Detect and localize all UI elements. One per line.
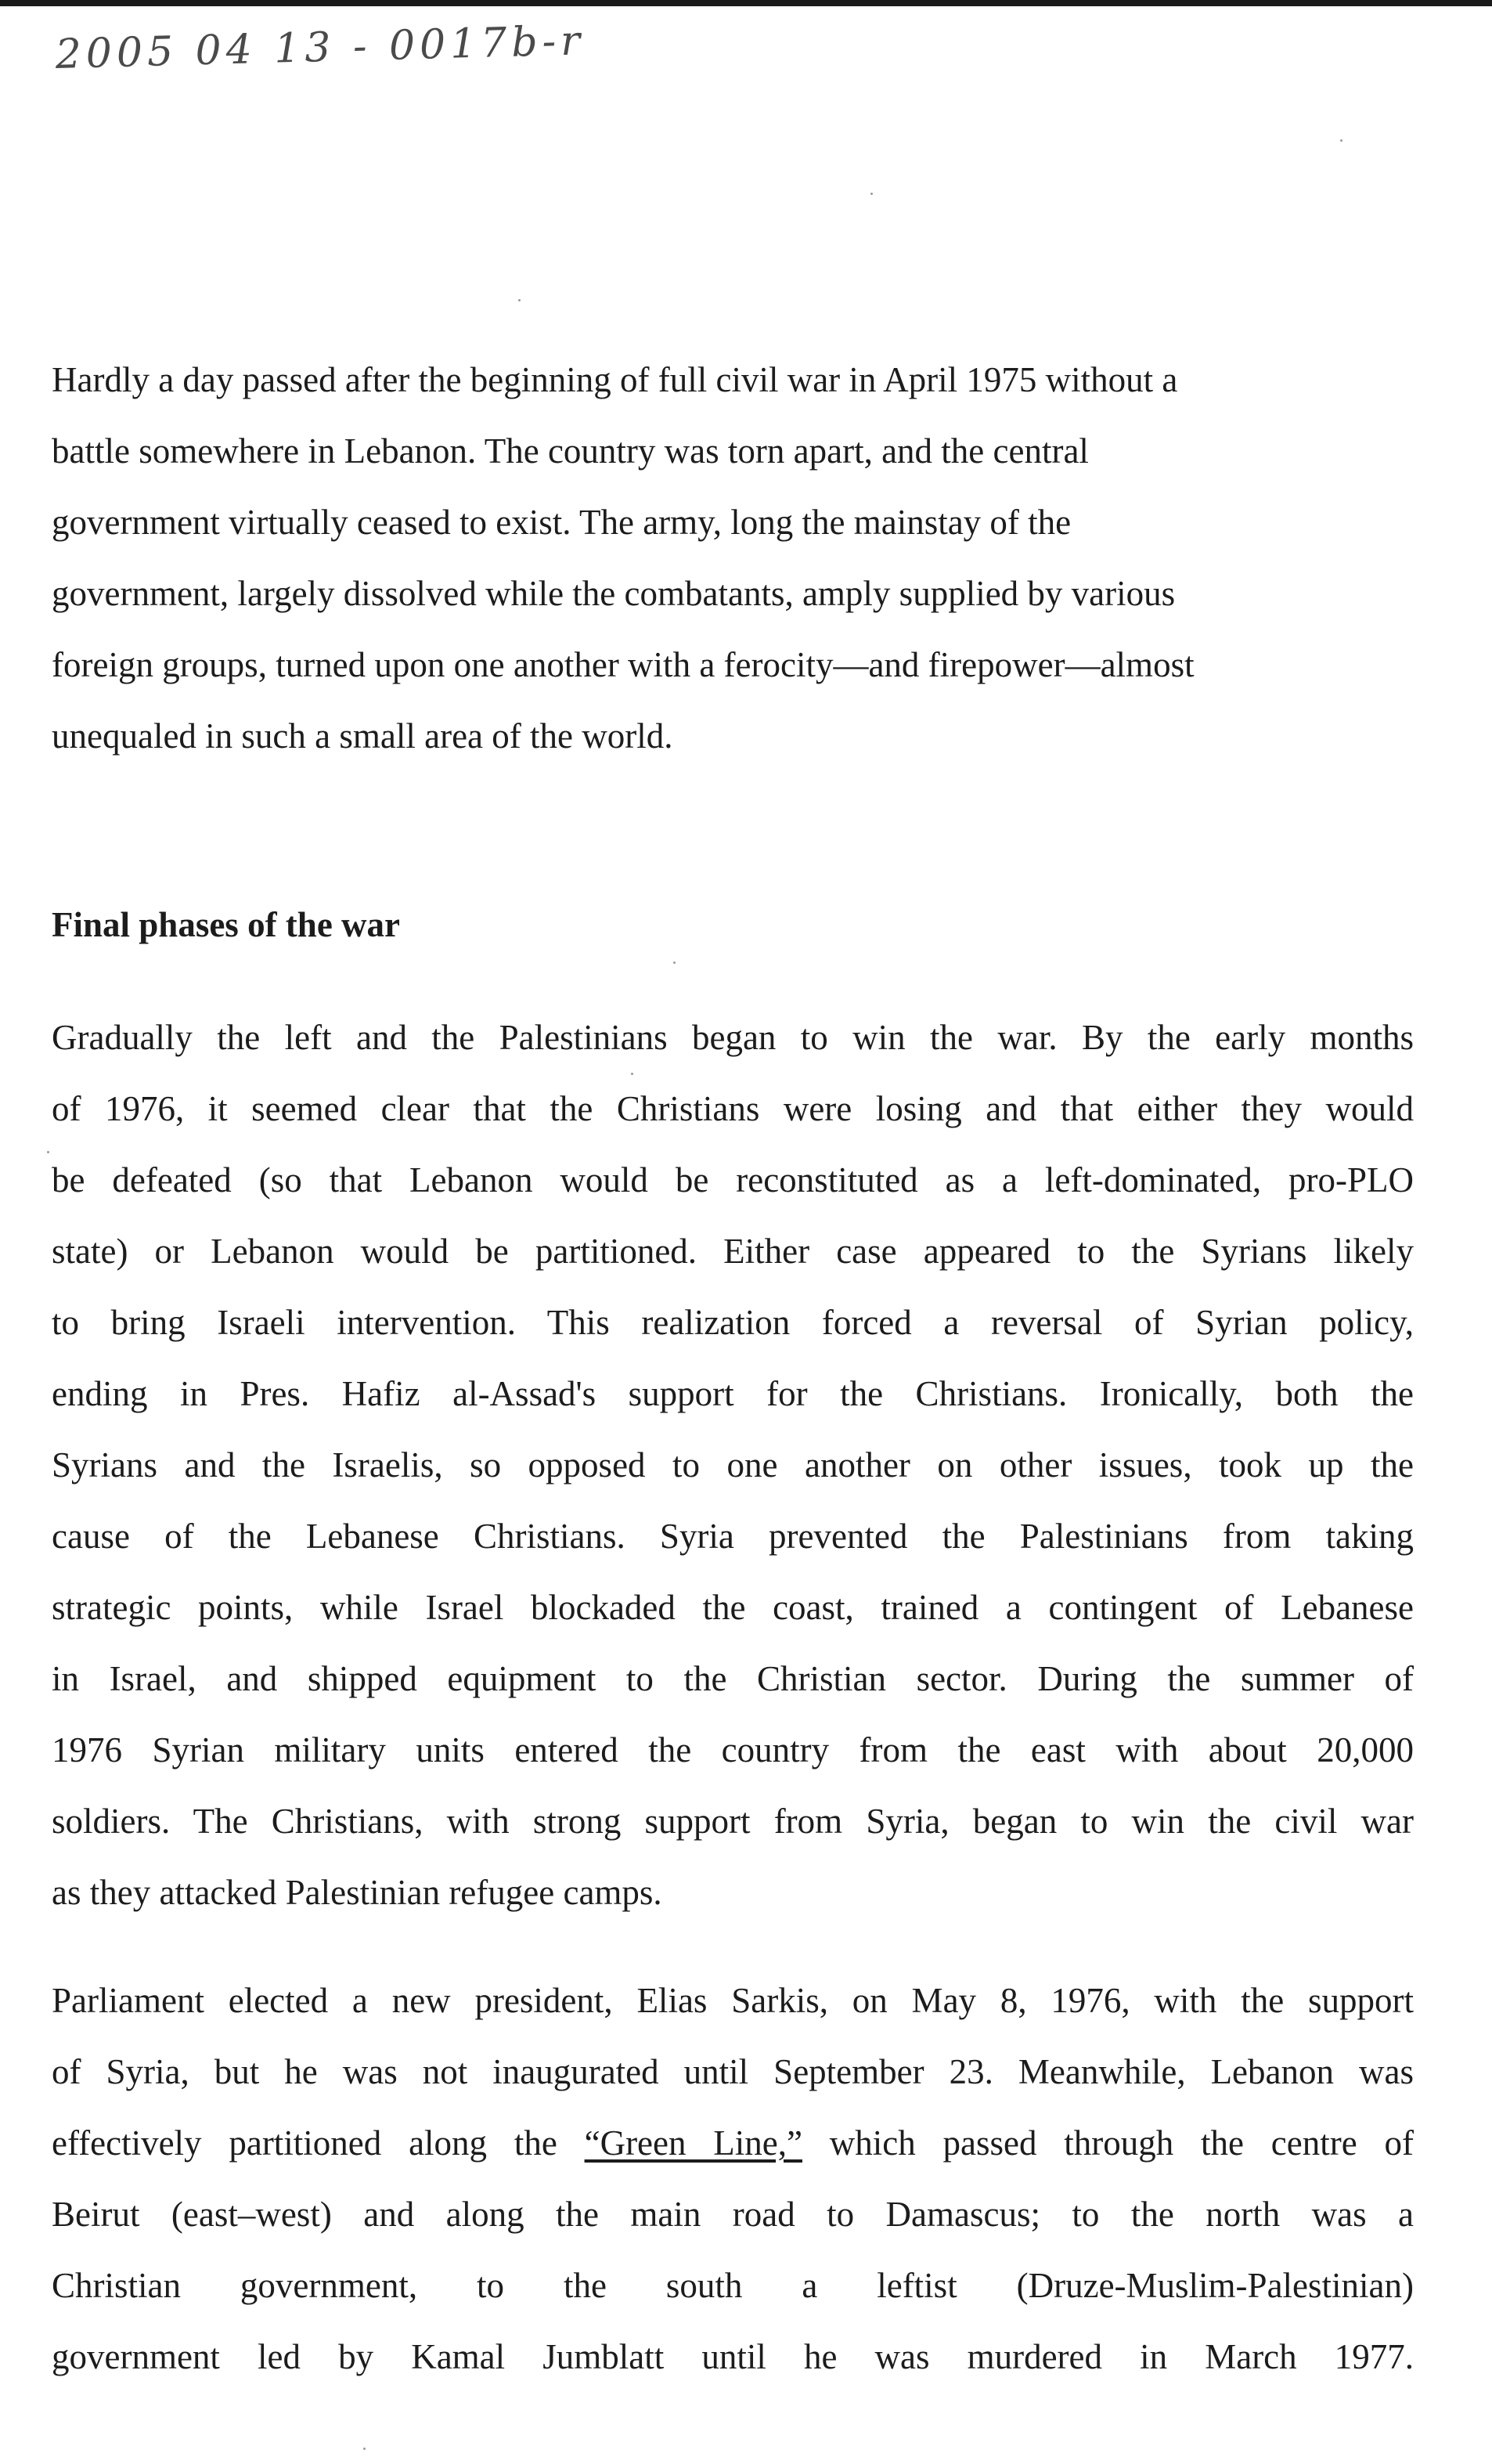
scan-speck	[47, 1151, 49, 1153]
text-line: government led by Kamal Jumblatt until he was murdered in March 1977.	[52, 2337, 1414, 2376]
top-border	[0, 0, 1492, 6]
paragraph-sarkis-election	[52, 1965, 1414, 2393]
text-line: as they attacked Palestinian refugee camps.	[52, 1873, 662, 1912]
text-line: cause of the Lebanese Christians. Syria prevented the Palestinians from taking	[52, 1517, 1414, 1556]
text-line: be defeated (so that Lebanon would be reconstituted as a left-dominated, pro-PLO	[52, 1160, 1414, 1200]
text-line: battle somewhere in Lebanon. The country was torn apart, and the central	[52, 431, 1089, 471]
green-line-link[interactable]: “Green Line,”	[584, 2123, 802, 2163]
scan-speck	[518, 299, 521, 301]
text-line: Beirut (east–west) and along the main road to Damascus; to the north was a	[52, 2195, 1414, 2234]
text-line: in Israel, and shipped equipment to the Christian sector. During the summer of	[52, 1659, 1414, 1698]
paragraph-civil-war-intro	[52, 345, 1414, 772]
text-line: of 1976, it seemed clear that the Christians were losing and that either they would	[52, 1089, 1414, 1128]
text-line: strategic points, while Israel blockaded the coast, trained a contingent of Lebanese	[52, 1588, 1414, 1627]
scan-speck	[1340, 139, 1342, 142]
text-line	[52, 2108, 1414, 2179]
text-line: foreign groups, turned upon one another with a ferocity—and firepower—almost	[52, 645, 1195, 684]
paragraph-final-phases	[52, 1002, 1414, 1928]
scan-speck	[363, 2448, 366, 2450]
text-line: 1976 Syrian military units entered the country from the east with about 20,000	[52, 1730, 1414, 1770]
text-line: Syrians and the Israelis, so opposed to one another on other issues, took up the	[52, 1445, 1414, 1485]
text-fragment: effectively partitioned along the	[52, 2123, 585, 2163]
text-line: Parliament elected a new president, Elias Sarkis, on May 8, 1976, with the support	[52, 1981, 1414, 2020]
text-line: ending in Pres. Hafiz al-Assad's support for the Christians. Ironically, both the	[52, 1374, 1414, 1413]
text-line: Hardly a day passed after the beginning of full civil war in April 1975 without a	[52, 360, 1178, 399]
text-line: soldiers. The Christians, with strong support from Syria, began to win the civil war	[52, 1802, 1414, 1841]
text-line: government virtually ceased to exist. The army, long the mainstay of the	[52, 503, 1072, 542]
scan-speck	[870, 193, 873, 195]
text-line: Gradually the left and the Palestinians began to win the war. By the early months	[52, 1018, 1414, 1057]
text-line: to bring Israeli intervention. This realization forced a reversal of Syrian policy,	[52, 1303, 1414, 1342]
text-fragment: which passed through the centre of	[802, 2123, 1414, 2163]
text-line: state) or Lebanon would be partitioned. Either case appeared to the Syrians likely	[52, 1232, 1414, 1271]
text-line: government, largely dissolved while the combatants, amply supplied by various	[52, 574, 1176, 613]
text-line: unequaled in such a small area of the world.	[52, 716, 673, 756]
scan-speck	[673, 961, 676, 964]
text-line: Christian government, to the south a leftist (Druze-Muslim-Palestinian)	[52, 2266, 1414, 2305]
section-heading: Final phases of the war	[52, 905, 401, 944]
handwritten-annotation: 2005 04 13 - 0017b-r	[55, 17, 586, 78]
text-line: of Syria, but he was not inaugurated until September 23. Meanwhile, Lebanon was	[52, 2052, 1414, 2091]
